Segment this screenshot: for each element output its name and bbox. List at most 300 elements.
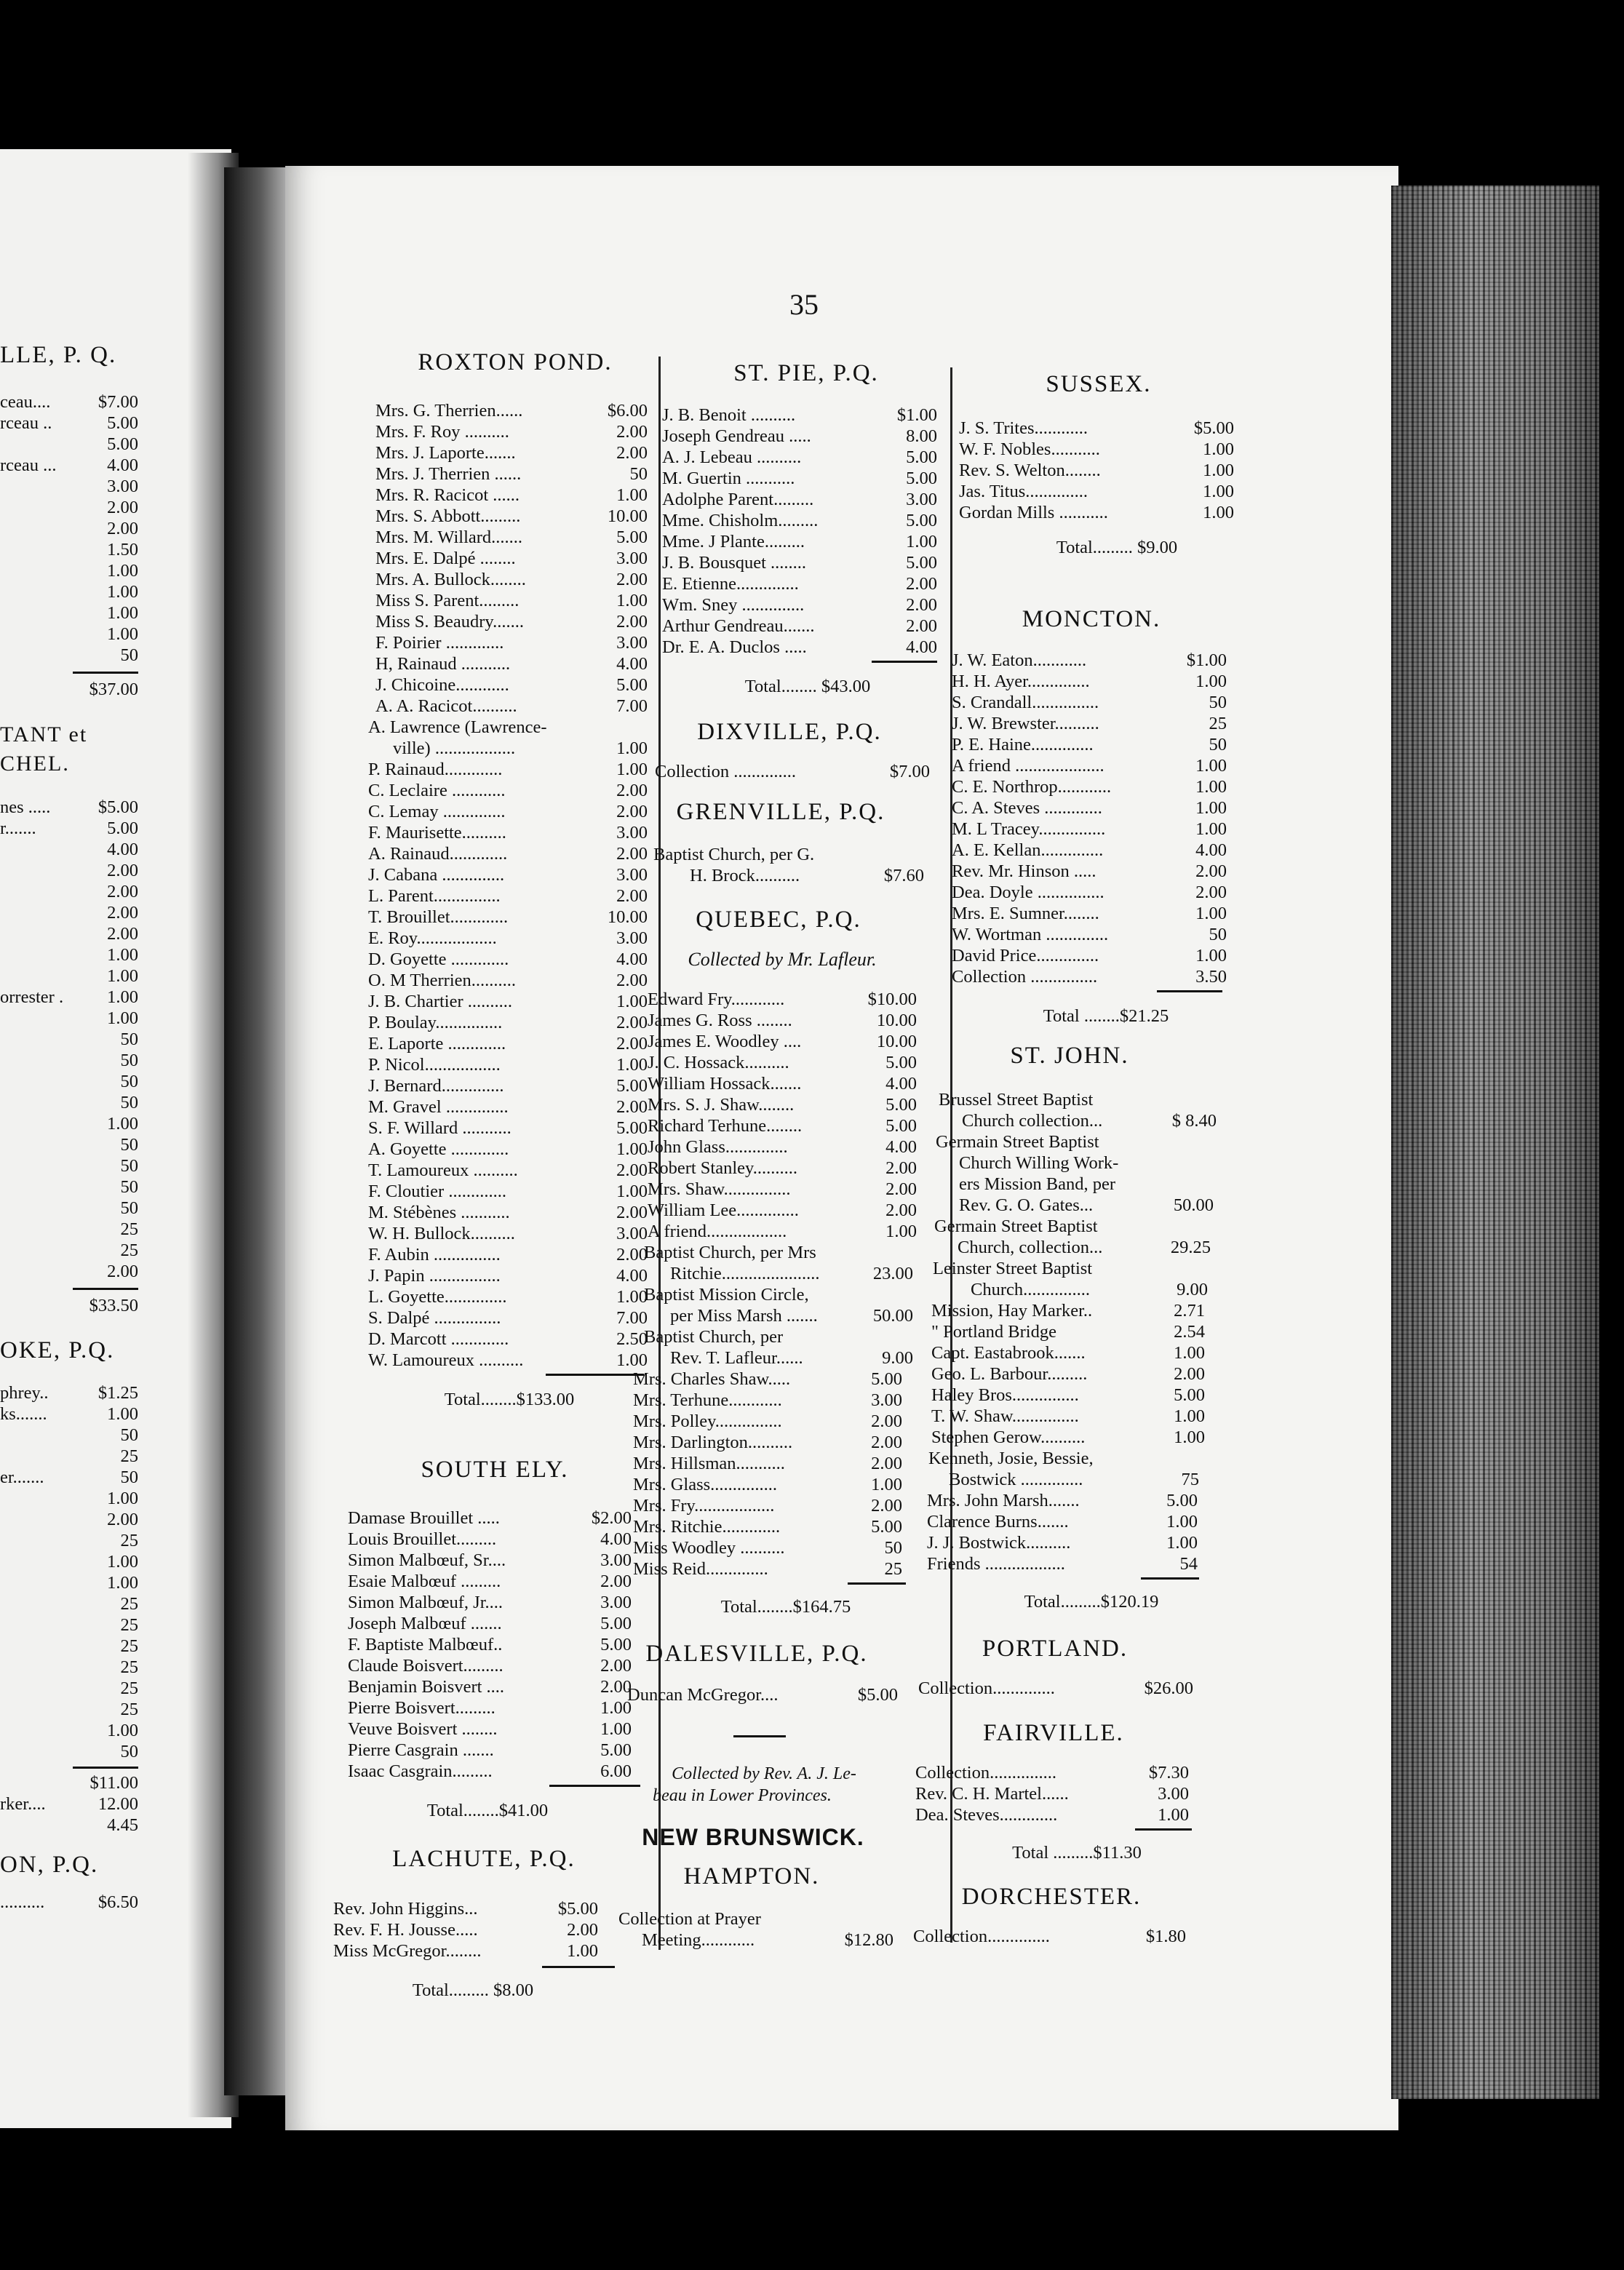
entry-name: H, Rainaud ...........	[375, 654, 511, 674]
entry-amount: 1.00	[616, 1139, 648, 1159]
entry-st-pie	[662, 573, 937, 594]
entry-name: J. Chicoine............	[375, 675, 509, 695]
entry-amount: 1.00	[616, 591, 648, 610]
entry-roxton	[375, 569, 648, 590]
entry-name: J. B. Chartier ..........	[368, 992, 513, 1011]
entry-lachute	[333, 1940, 598, 1962]
left-entry	[0, 944, 138, 965]
entry-name: Mrs. Charles Shaw.....	[633, 1369, 791, 1389]
entry-st-pie	[662, 405, 937, 426]
left-entry	[0, 839, 138, 860]
heading-fairville: FAIRVILLE.	[983, 1720, 1124, 1746]
entry-name: nes .....	[0, 797, 51, 817]
entry-amount: 2.00	[616, 971, 648, 990]
entry-quebec	[644, 1326, 913, 1369]
entry-st-pie	[662, 468, 937, 489]
left-entry	[0, 1509, 138, 1530]
entry-moncton	[952, 650, 1227, 671]
entry-roxton	[375, 653, 648, 674]
left-entry	[0, 1467, 138, 1488]
entry-amount: 5.00	[600, 1635, 632, 1654]
separator-rule	[733, 1735, 786, 1737]
entry-st-john	[927, 1553, 1198, 1574]
rule-south-ely	[549, 1785, 640, 1787]
entry-st-john	[939, 1089, 1217, 1131]
entry-st-pie	[662, 510, 937, 531]
entry-amount: 25	[120, 1219, 138, 1239]
rule-moncton	[1157, 990, 1222, 992]
entry-amount: 50.00	[1173, 1195, 1214, 1215]
entry-name: Capt. Eastabrook.......	[931, 1343, 1086, 1363]
entry-name: Miss McGregor........	[333, 1941, 482, 1961]
entry-roxton	[375, 506, 648, 527]
entry-amount: 1.00	[1166, 1533, 1198, 1553]
entry-name: Rev. Mr. Hinson .....	[952, 861, 1096, 881]
entry-name: J. Papin ................	[368, 1266, 501, 1286]
entry-st-john	[928, 1448, 1199, 1490]
entry-st-pie	[662, 426, 937, 447]
entry-name: Mission, Hay Marker..	[931, 1301, 1093, 1321]
left-entry	[0, 1071, 138, 1092]
left-entry	[0, 1657, 138, 1678]
entry-name: Mme. Chisholm.........	[662, 511, 819, 530]
entry-name: J. J. Bostwick..........	[927, 1533, 1071, 1553]
left-entry	[0, 1008, 138, 1029]
entry-moncton	[952, 945, 1227, 966]
entry-amount: $11.00	[89, 1773, 138, 1793]
entry-amount: 7.00	[616, 1308, 648, 1328]
entry-name: F. Poirier .............	[375, 633, 504, 653]
entry-name: A. E. Kellan..............	[952, 840, 1104, 860]
entry-name: Richard Terhune........	[648, 1116, 803, 1136]
left-entry	[0, 1403, 138, 1425]
entry-amount: 2.00	[616, 1013, 648, 1032]
entry-amount: 2.00	[885, 1179, 917, 1199]
entry-amount: $1.00	[1186, 650, 1227, 670]
entry-south-ely	[348, 1592, 632, 1613]
entry-south-ely	[348, 1676, 632, 1697]
entry-name-line: Church collection...	[962, 1111, 1103, 1131]
entry-grenville	[653, 844, 924, 886]
entry-name: C. E. Northrop............	[952, 777, 1112, 797]
entry-roxton	[368, 907, 648, 928]
entry-amount: 3.00	[1158, 1784, 1189, 1804]
left-entry	[0, 1092, 138, 1113]
entry-roxton	[368, 1307, 648, 1329]
entry-amount: $33.50	[89, 1296, 138, 1315]
entry-amount: 2.00	[567, 1920, 598, 1940]
entry-amount: 1.00	[107, 945, 138, 965]
entry-moncton	[952, 776, 1227, 797]
entry-roxton	[368, 1160, 648, 1181]
entry-name: Collection ..............	[655, 762, 796, 781]
entry-amount: 1.00	[616, 738, 648, 758]
entry-south-ely	[348, 1508, 632, 1529]
heading-roxton-pond: ROXTON POND.	[418, 349, 613, 375]
entry-amount: 4.00	[885, 1137, 917, 1157]
entry-name: Simon Malbœuf, Sr....	[348, 1550, 506, 1570]
entry-sussex	[959, 418, 1234, 439]
entry-amount: 4.00	[1195, 840, 1227, 860]
entry-name: Mrs. Shaw...............	[648, 1179, 791, 1199]
entry-name: Benjamin Boisvert ....	[348, 1677, 505, 1697]
entry-st-pie	[662, 489, 937, 510]
entry-south-ely	[348, 1761, 632, 1782]
entry-amount: 5.00	[871, 1369, 902, 1389]
entry-name: rker....	[0, 1794, 46, 1814]
entry-amount: 1.00	[567, 1941, 598, 1961]
entry-name: Esaie Malbœuf .........	[348, 1572, 501, 1591]
entry-amount: 2.00	[871, 1411, 902, 1431]
left-entry	[0, 1219, 138, 1240]
left-entry	[0, 923, 138, 944]
left-entry	[0, 860, 138, 881]
entry-roxton	[375, 421, 648, 442]
entry-name: Rev. C. H. Martel......	[915, 1784, 1069, 1804]
entry-amount: $1.25	[97, 1383, 138, 1403]
entry-amount: 1.00	[107, 624, 138, 644]
entry-roxton	[368, 1329, 648, 1350]
entry-amount: 1.00	[616, 1287, 648, 1307]
entry-name: Veuve Boisvert ........	[348, 1719, 498, 1739]
entry-sussex	[959, 481, 1234, 502]
entry-amount: 2.00	[107, 1510, 138, 1529]
entry-amount: 5.00	[107, 434, 138, 454]
left-entry	[0, 1815, 138, 1836]
entry-amount: 8.00	[906, 426, 937, 446]
entry-amount: 50	[120, 1051, 138, 1070]
left-heading-5: ON, P.Q.	[0, 1852, 99, 1878]
entry-st-john	[931, 1300, 1205, 1321]
entry-st-john	[931, 1406, 1205, 1427]
left-entry	[0, 797, 138, 818]
entry-name: ceau....	[0, 392, 51, 412]
entry-amount: 5.00	[906, 511, 937, 530]
entry-amount: 2.00	[616, 844, 648, 864]
heading-portland: PORTLAND.	[982, 1636, 1129, 1662]
entry-amount: $6.50	[97, 1892, 138, 1912]
page-number: 35	[789, 288, 819, 321]
entry-quebec	[633, 1516, 902, 1537]
entry-amount: 1.00	[107, 1114, 138, 1134]
entry-quebec	[648, 1031, 917, 1052]
entry-roxton	[368, 1096, 648, 1118]
entry-roxton	[375, 463, 648, 485]
total-quebec: Total........$164.75	[720, 1597, 851, 1617]
entry-amount: 50	[120, 1072, 138, 1091]
rule-roxton	[546, 1374, 644, 1376]
entry-name: E. Roy..................	[368, 928, 497, 948]
entry-amount: 10.00	[607, 907, 648, 927]
entry-name: P. E. Haine..............	[952, 735, 1094, 754]
entry-moncton	[952, 840, 1227, 861]
left-heading-4: OKE, P.Q.	[0, 1337, 115, 1363]
entry-amount: 1.00	[1195, 946, 1227, 965]
entry-quebec	[633, 1369, 902, 1390]
entry-amount: 3.00	[600, 1550, 632, 1570]
entry-amount: 1.00	[107, 1489, 138, 1508]
left-entry	[0, 1261, 138, 1282]
entry-roxton	[368, 949, 648, 970]
entry-name-line: ville) ..................	[393, 738, 516, 758]
entry-south-ely	[348, 1740, 632, 1761]
entry-amount: 1.00	[1203, 439, 1234, 459]
entry-amount: 50	[120, 1093, 138, 1112]
entry-amount: 2.00	[1195, 883, 1227, 902]
entry-amount: 1.00	[616, 1350, 648, 1370]
left-entry	[0, 1593, 138, 1614]
entry-name-line: Church...............	[971, 1280, 1090, 1299]
entry-name: Mrs. G. Therrien......	[375, 401, 523, 421]
heading-south-ely: SOUTH ELY.	[421, 1457, 569, 1483]
left-total	[0, 679, 138, 700]
entry-amount: $10.00	[867, 989, 917, 1009]
entry-amount: 50	[1209, 693, 1227, 712]
entry-name: W. Wortman ..............	[952, 925, 1109, 944]
entry-name-line: Baptist Church, per	[644, 1327, 784, 1347]
entry-amount: 25	[120, 1531, 138, 1550]
entry-name: J. Bernard..............	[368, 1076, 504, 1096]
left-entry	[0, 581, 138, 602]
left-entry	[0, 391, 138, 413]
entry-amount: 1.00	[1174, 1427, 1205, 1447]
left-entry	[0, 1382, 138, 1403]
left-entry	[0, 1240, 138, 1261]
entry-amount: 1.00	[107, 1721, 138, 1740]
entry-name: A. J. Lebeau ..........	[662, 447, 802, 467]
entry-amount: 4.00	[107, 455, 138, 475]
entry-amount: 25	[1209, 714, 1227, 733]
entry-name: J. C. Hossack..........	[648, 1053, 789, 1072]
left-entry	[0, 1198, 138, 1219]
entry-moncton	[952, 882, 1227, 903]
entry-amount: 1.00	[107, 1008, 138, 1028]
entry-amount: 2.00	[1174, 1364, 1205, 1384]
entry-amount: $ 8.40	[1171, 1111, 1217, 1131]
entry-name: Mrs. Polley...............	[633, 1411, 782, 1431]
entry-moncton	[952, 692, 1227, 713]
entry-name: Isaac Casgrain.........	[348, 1761, 493, 1781]
entry-roxton	[368, 1033, 648, 1054]
entry-name: Collection ...............	[952, 967, 1098, 987]
entry-amount: 2.00	[107, 1262, 138, 1281]
entry-amount: 50	[120, 1467, 138, 1487]
entry-roxton	[368, 1350, 648, 1371]
entry-name-line: H. Brock..........	[690, 866, 800, 885]
entry-amount: 3.00	[616, 823, 648, 843]
entry-roxton	[368, 1054, 648, 1075]
entry-amount: 54	[1179, 1554, 1198, 1574]
entry-amount: $7.30	[1148, 1763, 1189, 1783]
entry-name: Claude Boisvert.........	[348, 1656, 503, 1676]
entry-name: W. F. Nobles...........	[959, 439, 1100, 459]
entry-name: O. M Therrien..........	[368, 971, 516, 990]
entry-south-ely	[348, 1529, 632, 1550]
left-entry	[0, 1614, 138, 1636]
entry-name: Adolphe Parent.........	[662, 490, 814, 509]
entry-name: J. W. Brewster..........	[952, 714, 1099, 733]
entry-amount: 2.00	[107, 519, 138, 538]
entry-amount: 1.00	[1158, 1805, 1189, 1825]
entry-amount: 3.00	[107, 477, 138, 496]
entry-roxton	[368, 780, 648, 801]
entry-amount: 50	[120, 1135, 138, 1155]
entry-amount: 5.00	[616, 527, 648, 547]
entry-name-line: Bostwick ..............	[949, 1470, 1083, 1489]
left-entry	[0, 1892, 138, 1913]
entry-name: Arthur Gendreau.......	[662, 616, 815, 636]
entry-amount: 2.00	[871, 1433, 902, 1452]
entry-amount: 50	[1209, 735, 1227, 754]
left-entry	[0, 602, 138, 624]
entry-name: F. Maurisette..........	[368, 823, 506, 843]
entry-roxton	[368, 1139, 648, 1160]
entry-name: J. S. Trites............	[959, 418, 1088, 438]
entry-fairville	[915, 1804, 1189, 1825]
entry-amount: 7.00	[616, 696, 648, 716]
total-st-pie: Total........ $43.00	[744, 677, 871, 696]
rule-lachute	[542, 1966, 615, 1968]
entry-amount: 25	[120, 1678, 138, 1698]
quebec-collector-note: Collected by Mr. Lafleur.	[688, 949, 877, 970]
entry-quebec	[648, 1200, 917, 1221]
entry-amount: 3.00	[616, 633, 648, 653]
entry-moncton	[952, 734, 1227, 755]
entry-amount: 1.00	[885, 1222, 917, 1241]
entry-amount: 2.50	[616, 1329, 648, 1349]
rule-st-john	[1141, 1577, 1199, 1580]
entry-dorchester	[913, 1926, 1186, 1947]
entry-name: C. A. Steves .............	[952, 798, 1102, 818]
entry-name-line: Brussel Street Baptist	[939, 1090, 1094, 1110]
entry-amount: 10.00	[876, 1011, 917, 1030]
entry-name-line: Germain Street Baptist	[936, 1132, 1099, 1152]
left-entry	[0, 1446, 138, 1467]
entry-amount: 50	[120, 1425, 138, 1445]
entry-st-john	[934, 1216, 1211, 1258]
entry-amount: 4.00	[616, 949, 648, 969]
entry-quebec	[648, 1094, 917, 1115]
entry-quebec	[648, 1179, 917, 1200]
entry-amount: 5.00	[871, 1517, 902, 1537]
entry-amount: 1.00	[1166, 1512, 1198, 1532]
entry-name: Mrs. F. Roy ..........	[375, 422, 509, 442]
entry-amount: 9.00	[882, 1348, 913, 1368]
entry-moncton	[952, 924, 1227, 945]
entry-amount: 3.00	[600, 1593, 632, 1612]
heading-dalesville: DALESVILLE, P.Q.	[645, 1641, 868, 1667]
entry-amount: 25	[120, 1615, 138, 1635]
entry-name: Mrs. Hillsman...........	[633, 1454, 785, 1473]
left-entry	[0, 476, 138, 497]
entry-name-line: Baptist Church, per Mrs	[644, 1243, 816, 1262]
entry-st-john	[931, 1363, 1205, 1385]
entry-amount: 2.00	[906, 574, 937, 594]
heading-dixville: DIXVILLE, P.Q.	[697, 719, 882, 745]
entry-st-john	[931, 1427, 1205, 1448]
entry-amount: 5.00	[107, 413, 138, 433]
entry-name: Edward Fry............	[648, 989, 785, 1009]
entry-south-ely	[348, 1655, 632, 1676]
heading-new-brunswick: NEW BRUNSWICK.	[642, 1824, 864, 1850]
left-rule	[73, 672, 138, 674]
entry-south-ely	[348, 1571, 632, 1592]
entry-name: Robert Stanley..........	[648, 1158, 797, 1178]
entry-name: Mrs. J. Laporte.......	[375, 443, 516, 463]
heading-lachute: LACHUTE, P.Q.	[392, 1846, 576, 1872]
entry-st-john	[931, 1321, 1205, 1342]
entry-name: Mrs. S. J. Shaw........	[648, 1095, 795, 1115]
entry-amount: 1.00	[107, 1404, 138, 1424]
entry-name: Pierre Casgrain .......	[348, 1740, 494, 1760]
left-entry	[0, 1176, 138, 1198]
entry-amount: 1.00	[871, 1475, 902, 1494]
entry-name: A. Rainaud.............	[368, 844, 508, 864]
entry-amount: 4.00	[885, 1074, 917, 1094]
entry-quebec	[644, 1284, 913, 1326]
entry-name: W. Lamoureux ..........	[368, 1350, 524, 1370]
entry-moncton	[952, 755, 1227, 776]
entry-amount: 3.00	[616, 928, 648, 948]
entry-quebec	[648, 1136, 917, 1158]
left-entry	[0, 497, 138, 518]
entry-amount: 2.00	[885, 1158, 917, 1178]
entry-amount: 2.00	[600, 1677, 632, 1697]
entry-name: Collection..............	[913, 1927, 1050, 1946]
entry-name: T. Brouillet.............	[368, 907, 509, 927]
entry-roxton	[375, 590, 648, 611]
entry-amount: 2.00	[616, 1034, 648, 1054]
entry-amount: 50.00	[872, 1306, 913, 1326]
entry-roxton	[368, 1223, 648, 1244]
entry-name: H. H. Ayer..............	[952, 672, 1090, 691]
entry-quebec	[648, 1115, 917, 1136]
entry-roxton	[368, 822, 648, 843]
entry-amount: 2.00	[871, 1454, 902, 1473]
entry-name: P. Rainaud.............	[368, 760, 503, 779]
left-heading-1: LLE, P. Q.	[0, 342, 117, 368]
entry-name: P. Nicol.................	[368, 1055, 501, 1075]
entry-name: A friend..................	[648, 1222, 787, 1241]
left-entry	[0, 1155, 138, 1176]
entry-south-ely	[348, 1550, 632, 1571]
entry-roxton	[368, 717, 648, 759]
entry-roxton	[375, 632, 648, 653]
rule-st-pie	[872, 661, 937, 663]
entry-name: T. Lamoureux ..........	[368, 1160, 518, 1180]
heading-moncton: MONCTON.	[1022, 606, 1161, 632]
entry-name: Rev. John Higgins...	[333, 1899, 478, 1919]
entry-name: T. W. Shaw...............	[931, 1406, 1079, 1426]
entry-name: J. B. Benoit ..........	[662, 405, 796, 425]
left-entry	[0, 881, 138, 902]
entry-amount: 1.00	[1203, 503, 1234, 522]
entry-amount: $6.00	[607, 401, 648, 421]
entry-amount: 50	[884, 1538, 902, 1558]
entry-amount: $2.00	[591, 1508, 632, 1528]
entry-amount: $5.00	[557, 1899, 598, 1919]
entry-amount: 1.00	[1195, 672, 1227, 691]
heading-grenville: GRENVILLE, P.Q.	[676, 799, 885, 825]
entry-sussex	[959, 439, 1234, 460]
entry-amount: 5.00	[616, 1076, 648, 1096]
entry-south-ely	[348, 1719, 632, 1740]
entry-name: M. L Tracey...............	[952, 819, 1106, 839]
entry-st-john	[927, 1490, 1198, 1511]
left-heading-3: CHEL.	[0, 752, 70, 776]
entry-amount: 5.00	[107, 819, 138, 838]
entry-amount: 2.00	[616, 1203, 648, 1222]
